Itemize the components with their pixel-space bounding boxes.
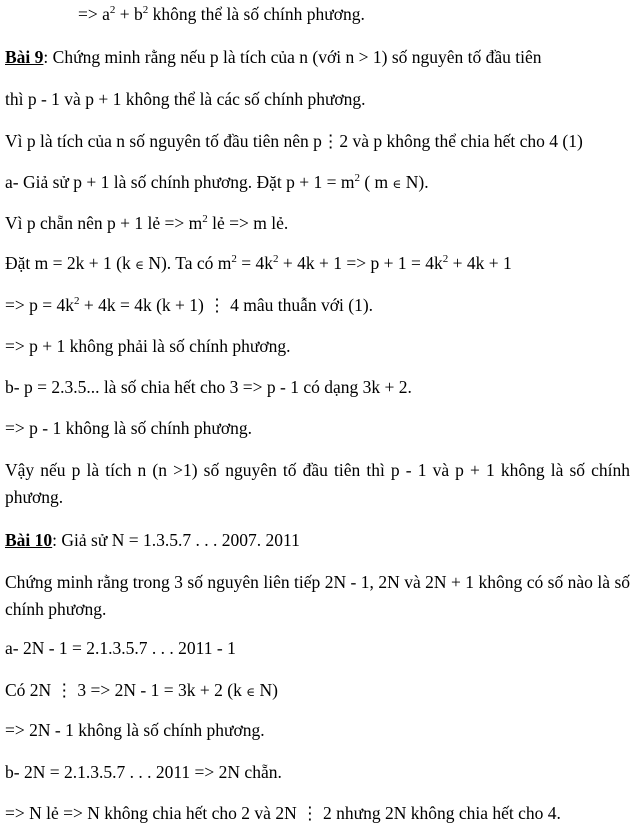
superscript: 2 [231,253,237,265]
text-line [5,416,630,441]
superscript: 2 [354,172,360,184]
text-segment: => N lẻ => N không chia hết cho 2 và 2N ⋮ 2 nhưng 2N không chia hết cho 4. [5,803,561,823]
text-segment: + 4k + 1 => p + 1 = 4k [278,253,443,273]
text-segment: => p + 1 không phải là số chính phương. [5,336,291,356]
text-segment: => p - 1 không là số chính phương. [5,418,252,438]
text-segment: Vì p là tích của n số nguyên tố đầu tiên nên p⋮2 và p không thể chia hết cho 4 (1) [5,131,583,151]
text-segment: b- 2N = 2.1.3.5.7 . . . 2011 => 2N chẵn. [5,762,282,782]
text-line [5,636,630,661]
text-line [5,718,630,743]
superscript: 2 [202,213,208,225]
text-line [78,2,630,27]
text-line [5,129,630,154]
text-segment: + 4k + 1 [448,253,512,273]
text-line [5,211,630,236]
text-segment: : Chứng minh rằng nếu p là tích của n (với n > 1) số nguyên tố đầu tiên [43,47,542,67]
text-line [5,375,630,400]
text-segment: thì p - 1 và p + 1 không thể là các số chính phương. [5,89,366,109]
text-segment: a- Giả sử p + 1 là số chính phương. Đặt p + 1 = m [5,172,355,192]
text-segment: ∈ [246,685,256,699]
text-segment: Chứng minh rằng trong 3 số nguyên liên tiếp 2N - 1, 2N và 2N + 1 không có số nào là số chính phương. [5,572,630,619]
exercise-heading: Bài 10 [5,530,53,550]
text-segment: không thể là số chính phương. [148,4,365,24]
text-segment: b- p = 2.3.5... là số chia hết cho 3 => p - 1 có dạng 3k + 2. [5,377,412,397]
text-segment: ∈ [392,177,402,191]
text-line [5,569,630,623]
superscript: 2 [73,295,80,307]
text-line [5,170,630,197]
text-segment: Vì p chẵn nên p + 1 lẻ => m [5,213,203,233]
superscript: 2 [109,4,116,16]
text-line [5,760,630,785]
text-line [5,293,630,318]
text-line [5,528,630,553]
text-segment: => p = 4k [5,295,74,315]
text-segment: Vậy nếu p là tích n (n >1) số nguyên tố đầu tiên thì p - 1 và p + 1 không là số chính phương. [5,460,630,507]
text-segment: + 4k = 4k (k + 1) ⋮ 4 mâu thuẫn với (1). [79,295,374,315]
text-segment: : Giả sử N = 1.3.5.7 . . . 2007. 2011 [52,530,300,550]
superscript: 2 [272,253,279,265]
text-line [5,334,630,359]
text-segment: N) [255,680,278,700]
text-segment: ( m [359,172,393,192]
text-segment: => a [78,4,110,24]
superscript: 2 [442,253,449,265]
text-line [5,45,630,70]
text-segment: + b [115,4,143,24]
text-segment: a- 2N - 1 = 2.1.3.5.7 . . . 2011 - 1 [5,638,236,658]
text-segment: = 4k [236,253,273,273]
text-segment: Đặt m = 2k + 1 (k [5,253,136,273]
text-segment: => 2N - 1 không là số chính phương. [5,720,265,740]
text-segment: N). [401,172,429,192]
text-segment: Có 2N ⋮ 3 => 2N - 1 = 3k + 2 (k [5,680,247,700]
text-line [5,678,630,705]
text-segment: lẻ => m lẻ. [207,213,289,233]
text-line [5,801,630,826]
text-line [5,251,630,278]
text-segment: ∈ [135,258,144,272]
text-line [5,87,630,112]
text-segment: N). Ta có m [143,253,232,273]
superscript: 2 [142,4,149,16]
text-line [5,457,630,511]
exercise-heading: Bài 9 [5,47,44,67]
